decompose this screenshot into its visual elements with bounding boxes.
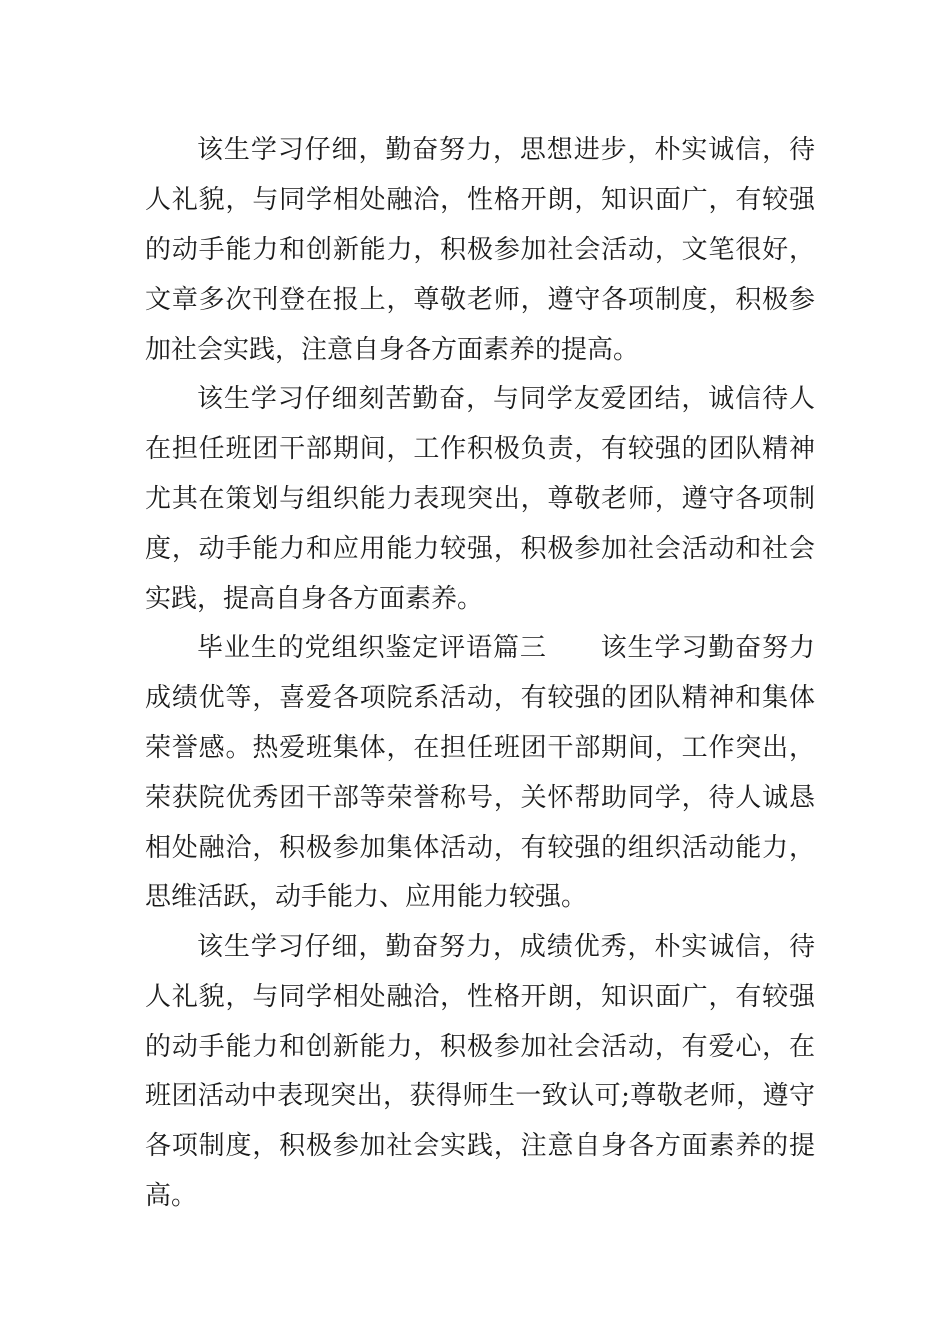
text-line: 班团活动中表现突出，获得师生一致认可;尊敬老师，遵守 [145, 1081, 815, 1111]
text-line: 度，动手能力和应用能力较强，积极参加社会活动和社会 [145, 534, 815, 564]
text-line: 思维活跃，动手能力、应用能力较强。 [145, 882, 588, 912]
text-line: 荣获院优秀团干部等荣誉称号，关怀帮助同学，待人诚恳 [145, 783, 815, 813]
text-line: 在担任班团干部期间，工作积极负责，有较强的团队精神 [145, 434, 815, 464]
text-line: 实践，提高自身各方面素养。 [145, 584, 484, 614]
text-line: 该生学习仔细，勤奋努力，思想进步，朴实诚信，待 [197, 135, 815, 165]
text-line: 该生学习仔细，勤奋努力，成绩优秀，朴实诚信，待 [197, 932, 815, 962]
text-line: 的动手能力和创新能力，积极参加社会活动，文笔很好， [145, 235, 815, 265]
text-line: 荣誉感。热爱班集体，在担任班团干部期间，工作突出， [145, 733, 815, 763]
text-line: 该生学习仔细刻苦勤奋，与同学友爱团结，诚信待人 [197, 384, 815, 414]
text-line: 尤其在策划与组织能力表现突出，尊敬老师，遵守各项制 [145, 484, 815, 514]
text-line: 文章多次刊登在报上，尊敬老师，遵守各项制度，积极参 [145, 285, 815, 315]
text-line: 加社会实践，注意自身各方面素养的提高。 [145, 335, 640, 365]
text-line: 成绩优等，喜爱各项院系活动，有较强的团队精神和集体 [145, 683, 815, 713]
text-line: 人礼貌，与同学相处融洽，性格开朗，知识面广，有较强 [145, 982, 815, 1012]
text-line: 的动手能力和创新能力，积极参加社会活动，有爱心，在 [145, 1032, 815, 1062]
text-line: 人礼貌，与同学相处融洽，性格开朗，知识面广，有较强 [145, 185, 815, 215]
text-line: 高。 [145, 1181, 198, 1211]
text-line: 相处融洽，积极参加集体活动，有较强的组织活动能力， [145, 833, 815, 863]
text-line: 毕业生的党组织鉴定评语篇三 该生学习勤奋努力 [197, 633, 815, 663]
text-line: 各项制度，积极参加社会实践，注意自身各方面素养的提 [145, 1131, 815, 1161]
